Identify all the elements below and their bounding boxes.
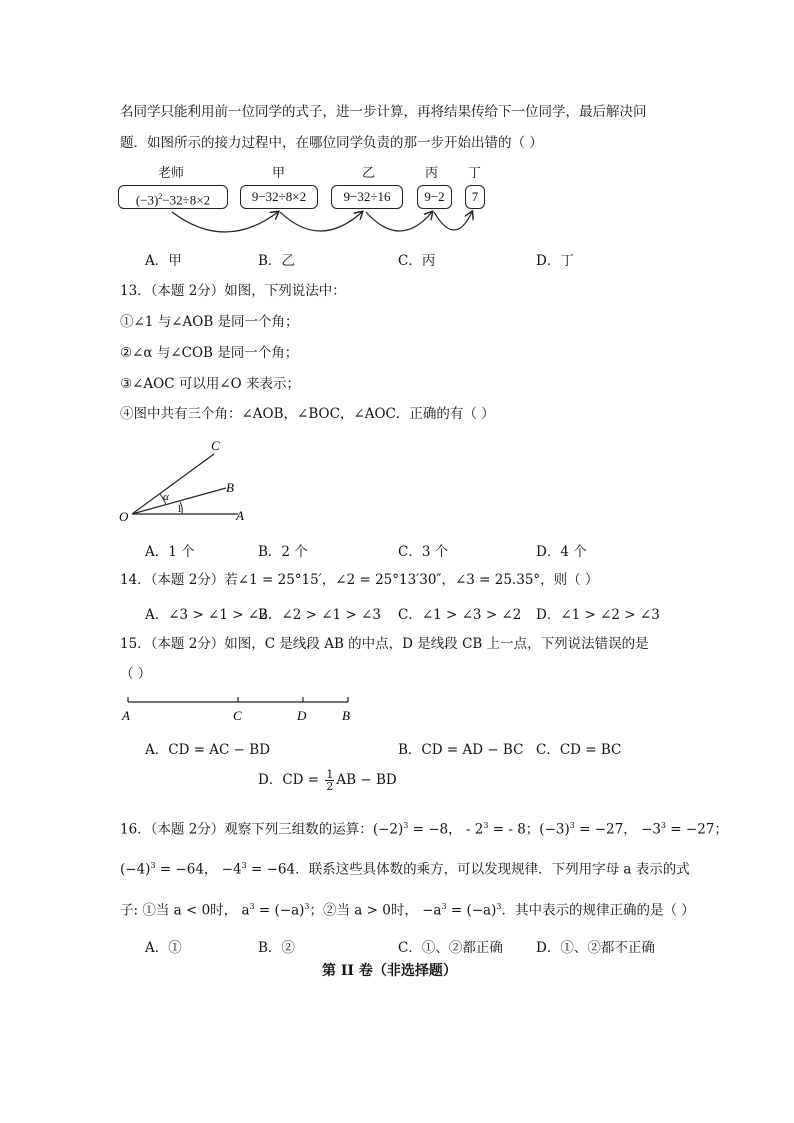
q12-line2: 题．如图所示的接力过程中，在哪位同学负责的那一步开始出错的（ ） bbox=[120, 135, 543, 151]
q16-l1-p8: = −27； bbox=[666, 821, 728, 838]
segment-label-c: C bbox=[233, 708, 242, 723]
q13-option-c: C．3 个 bbox=[398, 544, 449, 560]
q16-l1-p3: 3 bbox=[483, 821, 489, 830]
q12-option-b: B．乙 bbox=[258, 253, 295, 269]
arrow-teacher-to-jia bbox=[172, 212, 278, 232]
q16-l3-p4: ；②当 a > 0时， −a bbox=[309, 902, 442, 919]
segment-label-d: D bbox=[297, 708, 307, 723]
q16-l1-p0: (−2) bbox=[372, 821, 404, 838]
angle-figure bbox=[110, 432, 270, 532]
q13-statement-4: ④图中共有三个角：∠AOB，∠BOC，∠AOC．正确的有（ ） bbox=[120, 406, 495, 422]
q16-l3-p3: 3 bbox=[304, 902, 310, 911]
q16-line1 bbox=[120, 817, 728, 839]
q15-paren: （ ） bbox=[120, 666, 152, 682]
q16-l3-p1: 3 bbox=[249, 902, 255, 911]
relay-box-bing: 9−2 bbox=[417, 185, 452, 209]
alpha-label: α bbox=[163, 491, 169, 503]
q13-statement-3: ③∠AOC 可以用∠O 来表示； bbox=[120, 376, 301, 392]
arrow-bing-to-ding bbox=[434, 212, 472, 230]
q14-option-a: A．∠3 > ∠1 > ∠2 bbox=[145, 607, 268, 623]
half-fraction bbox=[325, 769, 334, 792]
relay-box-teacher: $(-3)^2-32\div 8\times 2$ bbox=[118, 185, 228, 209]
q12-option-d: D．丁 bbox=[536, 253, 574, 269]
ray-oc bbox=[132, 454, 214, 514]
q16-line3 bbox=[120, 898, 695, 920]
q16-l2-p2: = −64， −4 bbox=[155, 861, 242, 878]
q15-stem: 15．（本题 2分）如图，C 是线段 AB 的中点，D 是线段 CB 上一点，下列说法错误的是 bbox=[120, 636, 649, 652]
q13-statement-2: ②∠α 与∠COB 是同一个角； bbox=[120, 345, 299, 361]
segment-figure bbox=[110, 690, 370, 726]
label-bing: 丙 bbox=[425, 166, 439, 181]
q16-l1-p2: = −8， - 2 bbox=[408, 821, 484, 838]
fraction-numerator: 1 bbox=[326, 768, 334, 781]
q16-l2-p0: (−4) bbox=[120, 861, 151, 878]
section-title: 第 II 卷（非选择题） bbox=[322, 963, 457, 979]
angle-one-label: 1 bbox=[177, 504, 182, 515]
q14-option-c: C．∠1 > ∠3 > ∠2 bbox=[398, 607, 522, 623]
q13-option-d: D．4 个 bbox=[536, 544, 587, 560]
q15-option-a: A．CD = AC − BD bbox=[145, 742, 271, 758]
relay-box-teacher-rest: −32÷8×2 bbox=[162, 192, 211, 208]
q16-line1-pre: 16．（本题 2分）观察下列三组数的运算： bbox=[120, 821, 373, 838]
relay-arrows bbox=[0, 0, 794, 260]
label-teacher: 老师 bbox=[158, 166, 185, 181]
q15-option-d-pre: D．CD = bbox=[258, 772, 324, 788]
relay-box-ding: 7 bbox=[465, 185, 485, 209]
segment-label-a: A bbox=[122, 708, 130, 723]
label-ding: 丁 bbox=[468, 166, 482, 181]
segment-label-b: B bbox=[342, 708, 350, 723]
q16-l3-p8: ．其中表示的规律正确的是（ ） bbox=[501, 902, 695, 919]
q15-option-b: B．CD = AD − BC bbox=[398, 742, 524, 758]
q16-l1-p7: 3 bbox=[660, 821, 667, 830]
point-a-label: A bbox=[236, 508, 244, 523]
q16-option-c: C．①、②都正确 bbox=[398, 940, 503, 956]
q13-statement-1: ①∠1 与∠AOB 是同一个角； bbox=[120, 314, 299, 330]
q13-stem: 13．（本题 2分）如图，下列说法中： bbox=[120, 283, 346, 299]
q16-l1-p5: 3 bbox=[569, 821, 575, 830]
q16-l3-p2: = (−a) bbox=[254, 902, 305, 919]
q15-option-d bbox=[258, 768, 397, 792]
q16-l3-p5: 3 bbox=[441, 902, 447, 911]
point-c-label: C bbox=[211, 438, 220, 453]
q15-option-d-post: AB − BD bbox=[336, 772, 397, 788]
q16-option-a: A．① bbox=[145, 940, 182, 956]
q16-option-b: B．② bbox=[258, 940, 295, 956]
label-jia: 甲 bbox=[272, 166, 286, 181]
q16-l2-p1: 3 bbox=[150, 861, 156, 870]
q12-option-c: C．丙 bbox=[398, 253, 436, 269]
q14-option-d: D．∠1 > ∠2 > ∠3 bbox=[536, 607, 660, 623]
q16-l2-p3: 3 bbox=[241, 861, 247, 870]
arrow-yi-to-bing bbox=[366, 212, 432, 231]
q16-l3-p0: 子: ①当 a < 0时， a bbox=[120, 902, 250, 919]
q16-l1-p6: = −27， −3 bbox=[574, 821, 661, 838]
q16-option-d: D．①、②都不正确 bbox=[536, 940, 655, 956]
label-yi: 乙 bbox=[362, 166, 376, 181]
q16-l3-p6: = (−a) bbox=[446, 902, 497, 919]
q16-l1-p4: = - 8；(−3) bbox=[488, 821, 570, 838]
point-o-label: O bbox=[119, 509, 129, 524]
point-b-label: B bbox=[226, 480, 234, 495]
q16-l2-p4: = −64．联系这些具体数的乘方，可以发现规律．下列用字母 a 表示的式 bbox=[246, 861, 690, 878]
relay-box-jia: 9−32÷8×2 bbox=[240, 185, 318, 209]
q16-l3-p7: 3 bbox=[496, 902, 502, 911]
arrow-jia-to-yi bbox=[280, 212, 362, 231]
fraction-denominator: 2 bbox=[326, 780, 334, 793]
q12-option-a: A．甲 bbox=[145, 253, 182, 269]
q16-l1-p1: 3 bbox=[403, 821, 409, 830]
q15-option-c: C．CD = BC bbox=[536, 742, 622, 758]
q12-line1: 名同学只能利用前一位同学的式子，进一步计算，再将结果传给下一位同学，最后解决问 bbox=[120, 104, 647, 120]
q14-option-b: B．∠2 > ∠1 > ∠3 bbox=[258, 607, 381, 623]
q14-stem: 14．（本题 2分）若∠1 = 25°15′，∠2 = 25°13′30″，∠3 = 25.35°，则（ ） bbox=[120, 572, 599, 588]
relay-box-yi: 9−32÷16 bbox=[331, 185, 403, 209]
q13-option-a: A．1 个 bbox=[145, 544, 195, 560]
q16-line2 bbox=[120, 857, 690, 879]
q13-option-b: B．2 个 bbox=[258, 544, 308, 560]
